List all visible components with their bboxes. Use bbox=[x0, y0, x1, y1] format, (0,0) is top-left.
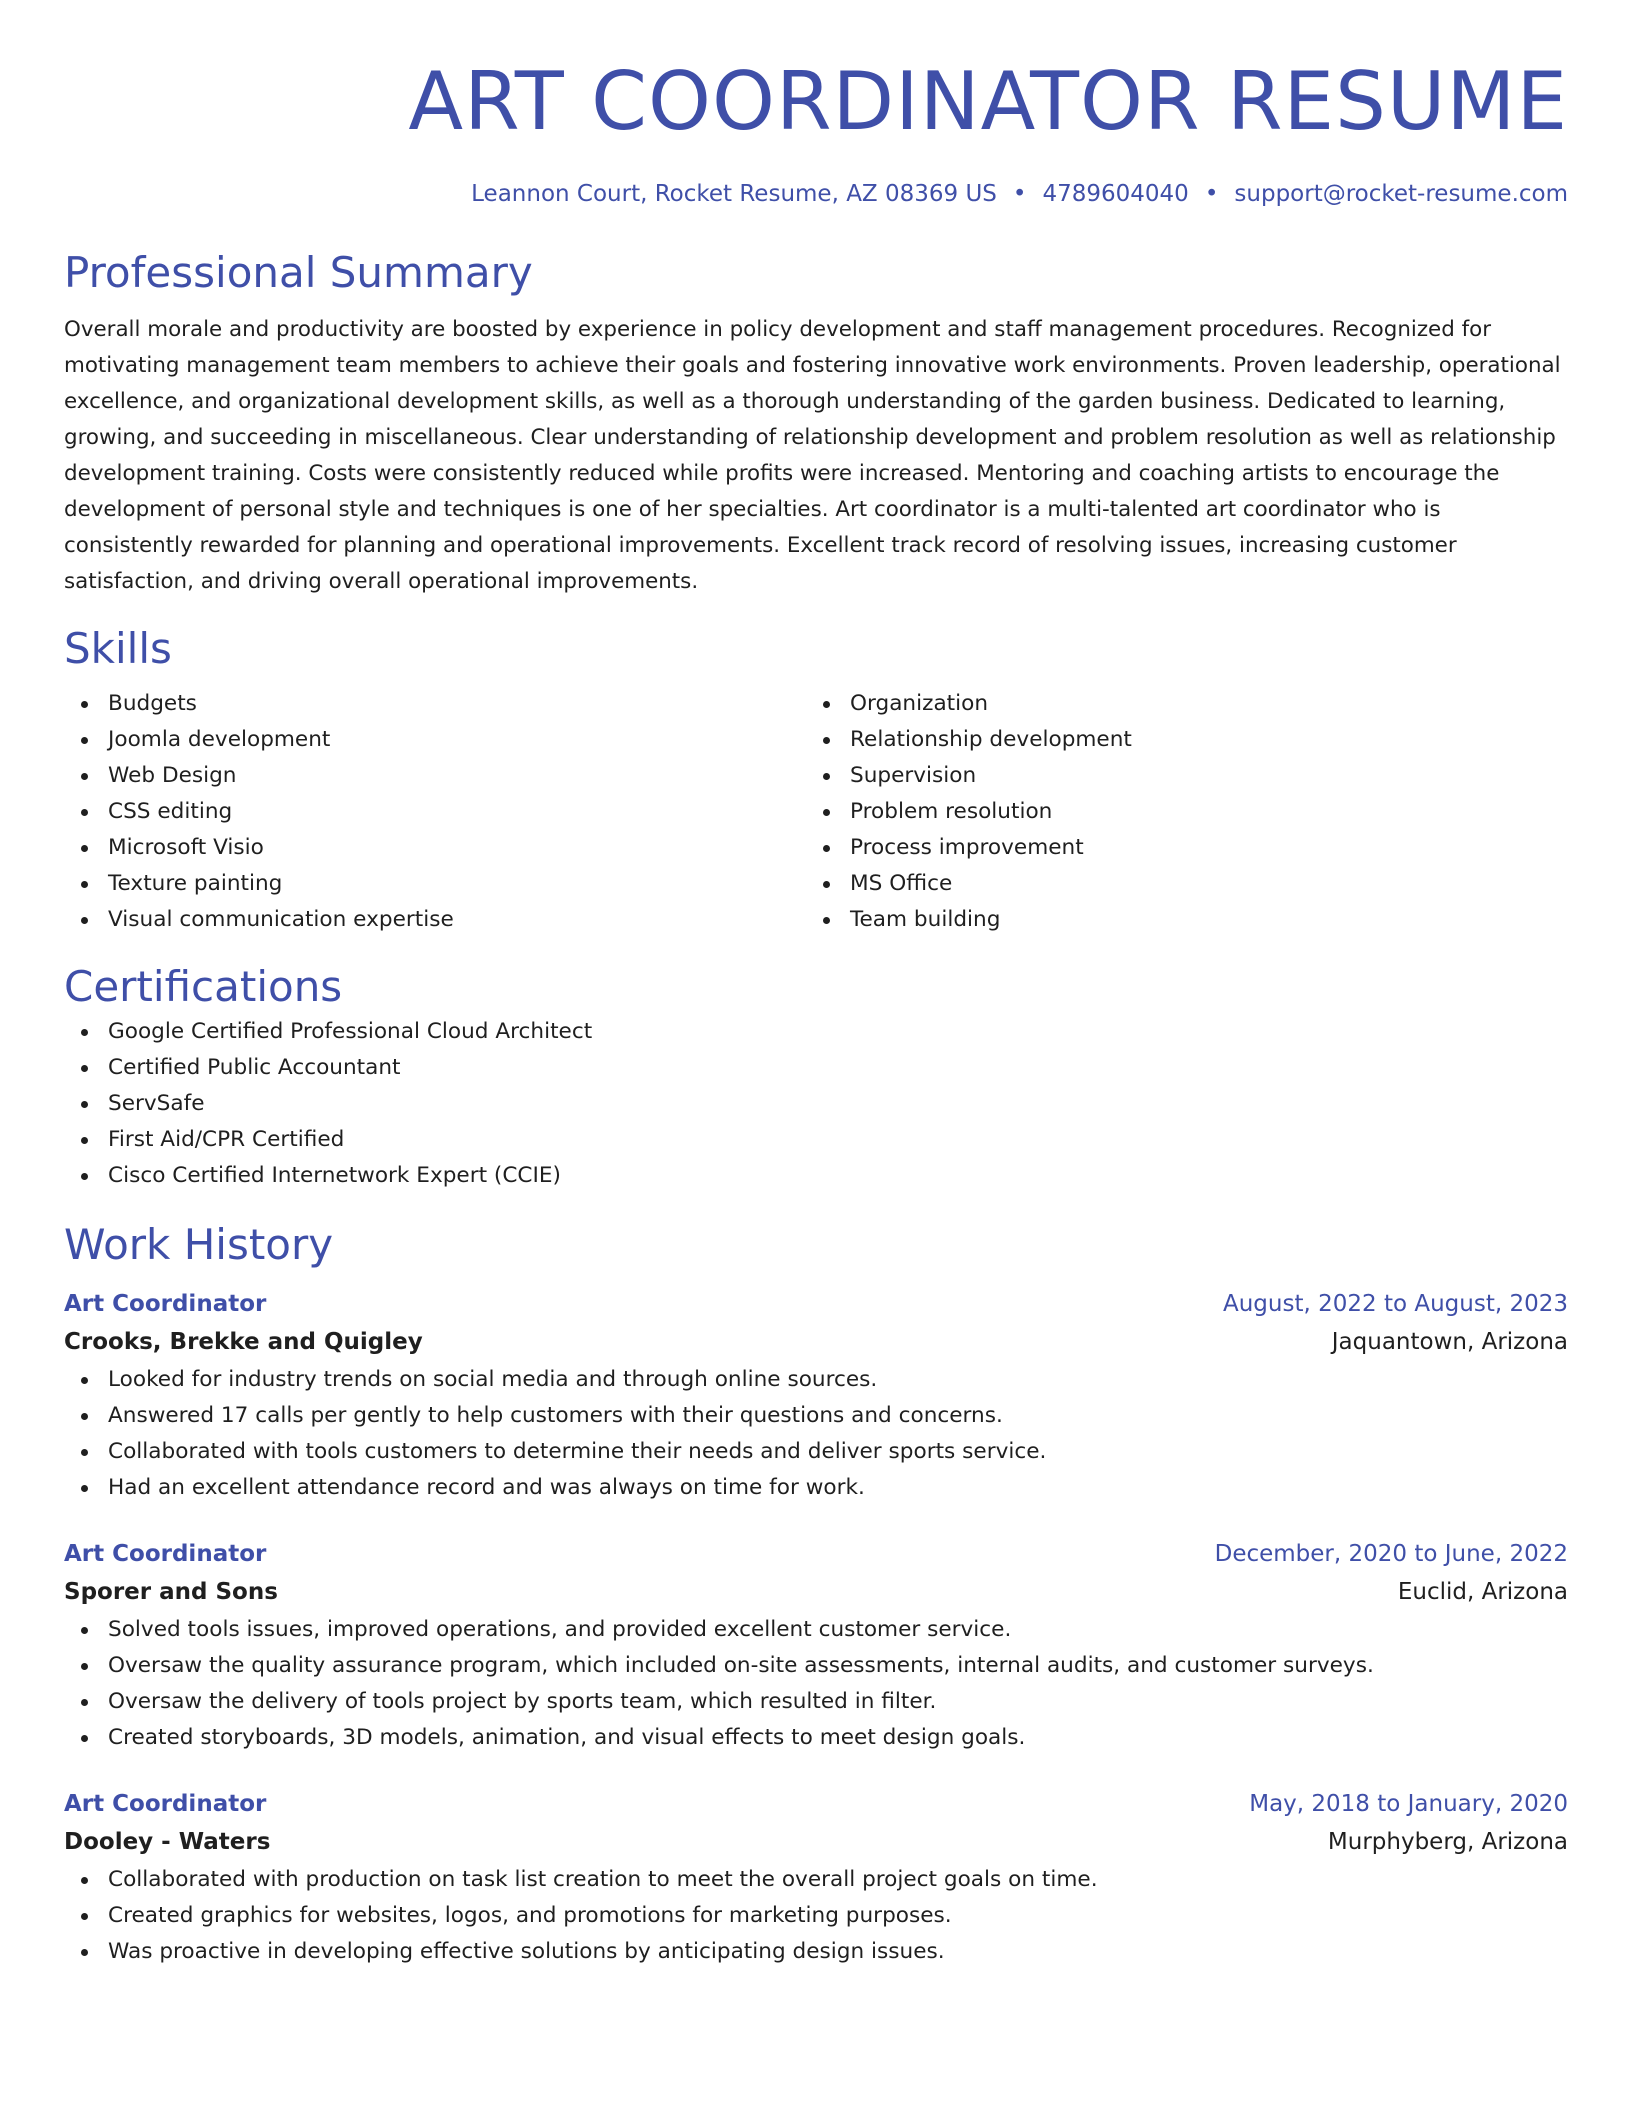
job-entry bbox=[64, 1536, 1568, 1756]
section-title-summary: Professional Summary bbox=[64, 248, 533, 297]
certification-item: ServSafe bbox=[64, 1086, 1568, 1122]
job-header-row bbox=[64, 1786, 1568, 1822]
skill-item: Supervision bbox=[806, 758, 1548, 794]
section-title-skills: Skills bbox=[64, 624, 172, 673]
job-bullet: Collaborated with production on task list creation to meet the overall project goals on time. bbox=[64, 1862, 1568, 1898]
resume-header bbox=[64, 52, 1568, 210]
skill-item: Visual communication expertise bbox=[64, 902, 806, 938]
job-header-row bbox=[64, 1536, 1568, 1572]
skill-item: Web Design bbox=[64, 758, 806, 794]
job-bullet: Was proactive in developing effective solutions by anticipating design issues. bbox=[64, 1934, 1568, 1970]
certification-item: Cisco Certified Internetwork Expert (CCIE) bbox=[64, 1158, 1568, 1194]
job-location: Euclid, Arizona bbox=[1397, 1579, 1568, 1605]
summary-text: Overall morale and productivity are boosted by experience in policy development and staff management procedures. Recognized for motivating management team members to achieve their goals and fostering innovative work environments. Proven leadership, operational excellence, and organizational development skills, as well as a thorough understanding of the garden business. Dedicated to learning, growing, and succeeding in miscellaneous. Clear understanding of relationship development and problem resolution as well as relationship development training. Costs were consistently reduced while profits were increased. Mentoring and coaching artists to encourage the development of personal style and techniques is one of her specialties. Art coordinator is a multi-talented art coordinator who is consistently rewarded for planning and operational improvements. Excellent track record of resolving issues, increasing customer satisfaction, and driving overall operational improvements. bbox=[64, 317, 1561, 594]
job-dates: August, 2022 to August, 2023 bbox=[1223, 1291, 1568, 1317]
job-title: Art Coordinator bbox=[64, 1541, 267, 1567]
job-bullet: Answered 17 calls per gently to help customers with their questions and concerns. bbox=[64, 1398, 1568, 1434]
section-title-certifications: Certifications bbox=[64, 962, 343, 1011]
skill-item: Team building bbox=[806, 902, 1548, 938]
job-bullet: Had an excellent attendance record and was always on time for work. bbox=[64, 1470, 1568, 1506]
contact-address: Leannon Court, Rocket Resume, AZ 08369 US bbox=[471, 181, 997, 207]
job-location: Jaquantown, Arizona bbox=[1331, 1329, 1568, 1355]
skill-item: Joomla development bbox=[64, 722, 806, 758]
certification-item: Certified Public Accountant bbox=[64, 1050, 1568, 1086]
contact-email[interactable]: support@rocket-resume.com bbox=[1234, 181, 1568, 207]
job-company-row bbox=[64, 1572, 1568, 1612]
job-bullet: Created storyboards, 3D models, animation, and visual effects to meet design goals. bbox=[64, 1720, 1568, 1756]
contact-separator: • bbox=[1204, 181, 1219, 207]
certifications-list bbox=[64, 1014, 1568, 1194]
job-title: Art Coordinator bbox=[64, 1291, 267, 1317]
skills-list-left bbox=[64, 686, 806, 938]
contact-separator: • bbox=[1012, 181, 1027, 207]
job-company: Dooley - Waters bbox=[64, 1829, 271, 1855]
job-bullets bbox=[64, 1612, 1568, 1756]
job-bullet: Oversaw the quality assurance program, which included on-site assessments, internal audits, and customer surveys. bbox=[64, 1648, 1568, 1684]
certification-item: Google Certified Professional Cloud Architect bbox=[64, 1014, 1568, 1050]
skill-item: CSS editing bbox=[64, 794, 806, 830]
job-bullet: Created graphics for websites, logos, and promotions for marketing purposes. bbox=[64, 1898, 1568, 1934]
job-entry bbox=[64, 1786, 1568, 1970]
certification-item: First Aid/CPR Certified bbox=[64, 1122, 1568, 1158]
skill-item: Relationship development bbox=[806, 722, 1548, 758]
skill-item: Problem resolution bbox=[806, 794, 1548, 830]
job-company-row bbox=[64, 1322, 1568, 1362]
skill-item: Organization bbox=[806, 686, 1548, 722]
job-entry bbox=[64, 1286, 1568, 1506]
job-bullet: Looked for industry trends on social media and through online sources. bbox=[64, 1362, 1568, 1398]
job-bullets bbox=[64, 1862, 1568, 1970]
job-bullets bbox=[64, 1362, 1568, 1506]
job-company: Crooks, Brekke and Quigley bbox=[64, 1329, 423, 1355]
skill-item: Texture painting bbox=[64, 866, 806, 902]
job-dates: May, 2018 to January, 2020 bbox=[1249, 1791, 1568, 1817]
skill-item: MS Office bbox=[806, 866, 1548, 902]
skills-list-right bbox=[806, 686, 1548, 938]
job-header-row bbox=[64, 1286, 1568, 1322]
skill-item: Budgets bbox=[64, 686, 806, 722]
skill-item: Microsoft Visio bbox=[64, 830, 806, 866]
job-company-row bbox=[64, 1822, 1568, 1862]
job-bullet: Collaborated with tools customers to determine their needs and deliver sports service. bbox=[64, 1434, 1568, 1470]
job-location: Murphyberg, Arizona bbox=[1327, 1829, 1568, 1855]
skills-grid bbox=[64, 686, 1568, 938]
job-bullet: Solved tools issues, improved operations, and provided excellent customer service. bbox=[64, 1612, 1568, 1648]
skill-item: Process improvement bbox=[806, 830, 1548, 866]
contact-phone: 4789604040 bbox=[1042, 181, 1189, 207]
job-title: Art Coordinator bbox=[64, 1791, 267, 1817]
job-bullet: Oversaw the delivery of tools project by sports team, which resulted in filter. bbox=[64, 1684, 1568, 1720]
job-company: Sporer and Sons bbox=[64, 1579, 278, 1605]
resume-title: ART COORDINATOR RESUME bbox=[408, 55, 1568, 148]
job-dates: December, 2020 to June, 2022 bbox=[1214, 1541, 1568, 1567]
contact-line bbox=[64, 178, 1568, 210]
section-title-work-history: Work History bbox=[64, 1220, 334, 1269]
